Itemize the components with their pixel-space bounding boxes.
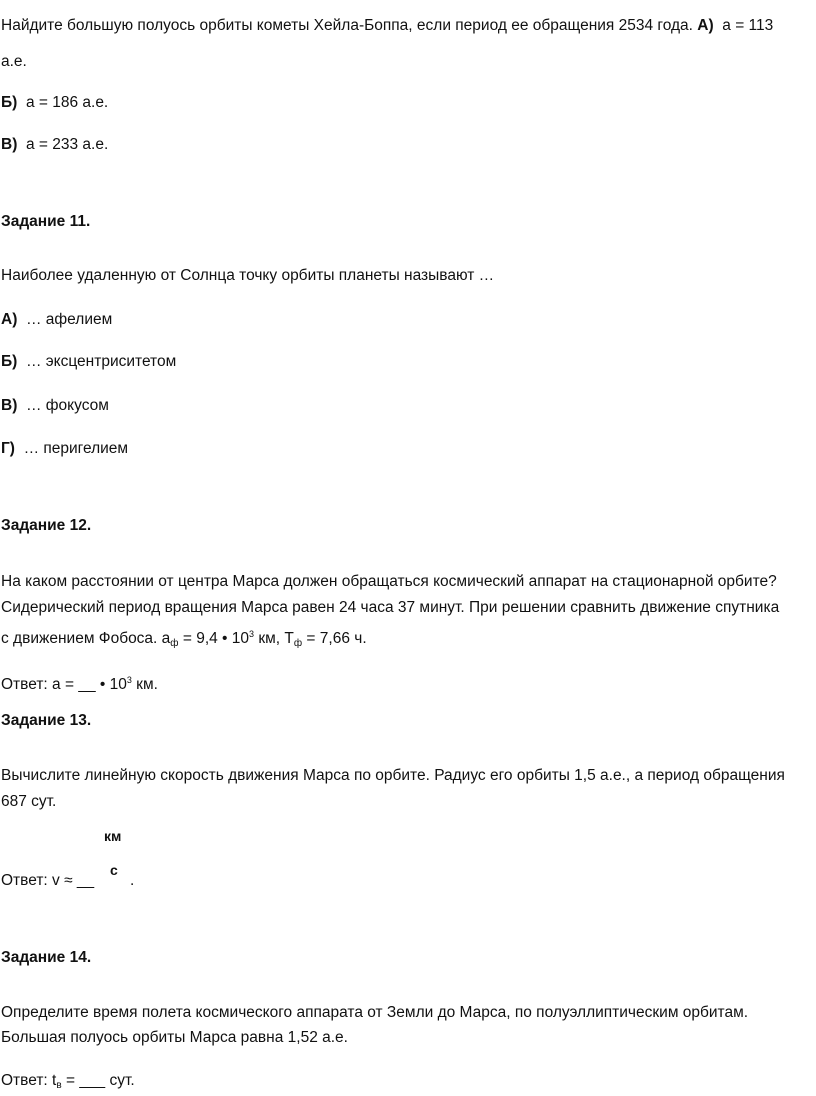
option-c: В) … фокусом (1, 397, 109, 414)
option-b: Б) … эксцентриситетом (1, 353, 177, 370)
task-14-line: Большая полуось орбиты Марса равна 1,52 а.е. (1, 1029, 348, 1046)
option-a: А) … афелием (1, 311, 113, 328)
task-13-line: 687 сут. (1, 793, 57, 810)
option-text: a = 113 (722, 17, 774, 34)
task-11-title: Задание 11. (1, 213, 91, 230)
task-12-line: Сидерический период вращения Марса равен 24 часа 37 минут. При решении сравнить движение спутника (1, 599, 780, 616)
option-d: Г) … перигелием (1, 440, 129, 457)
task-14-title: Задание 14. (1, 949, 92, 966)
task-14-answer: Ответ: $t_в$ = ___ сут. (1, 1072, 135, 1091)
option-continuation: а.е. (1, 53, 27, 70)
fraction-denominator: с (110, 862, 118, 878)
task-13-line: Вычислите линейную скорость движения Марса по орбите. Радиус его орбиты 1,5 а.е., а период обращения (1, 767, 785, 784)
option-c: В) a = 233 а.е. (1, 136, 109, 153)
task-12-title: Задание 12. (1, 517, 92, 534)
task-12-answer: Ответ: a = __ • $10^3$ км. (1, 675, 158, 693)
question-text: Найдите большую полуось орбиты кометы Хейла-Боппа, если период ее обращения 2534 года. А) a = 113 (1, 17, 774, 34)
fraction-numerator: км (104, 828, 122, 844)
task-12-line: с движением Фобоса. $a_ф = 9,4$ • $10^3$ км, $T_ф = 7,66$ ч. (1, 629, 367, 649)
answer-period: . (130, 872, 135, 889)
option-label: А) (697, 17, 714, 34)
task-13-title: Задание 13. (1, 712, 92, 729)
option-b: Б) a = 186 а.е. (1, 94, 109, 111)
task-14-line: Определите время полета космического аппарата от Земли до Марса, по полуэллиптическим орбитам. (1, 1004, 749, 1021)
task-13-answer: Ответ: v ≈ __ (1, 872, 95, 889)
task-11-question: Наиболее удаленную от Солнца точку орбиты планеты называют … (1, 267, 495, 284)
task-12-line: На каком расстоянии от центра Марса должен обращаться космический аппарат на стационарной орбите? (1, 573, 777, 590)
